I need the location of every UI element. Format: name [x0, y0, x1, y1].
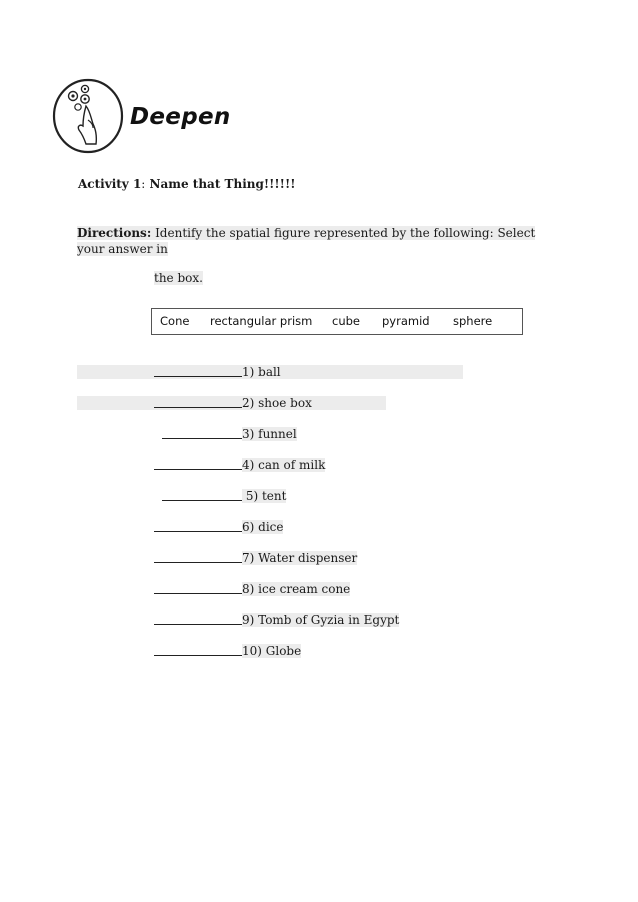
- list-item: 7) Water dispenser: [154, 550, 357, 566]
- answer-blank[interactable]: [162, 488, 242, 501]
- list-item: 3) funnel: [162, 426, 297, 442]
- answer-blank[interactable]: [154, 395, 242, 408]
- activity-title: Name that Thing!!!!!!: [145, 177, 296, 191]
- activity-colon: :: [141, 177, 146, 191]
- answer-blank[interactable]: [162, 426, 242, 439]
- directions-continuation: the box.: [154, 271, 203, 285]
- list-item: 6) dice: [154, 519, 283, 535]
- answer-blank[interactable]: [154, 643, 242, 656]
- answer-blank[interactable]: [154, 519, 242, 532]
- activity-label: Activity 1: [78, 177, 142, 191]
- choices-box: [151, 308, 523, 335]
- answer-blank[interactable]: [154, 581, 242, 594]
- answer-blank[interactable]: [154, 364, 242, 377]
- list-item: 1) ball: [154, 364, 281, 380]
- directions-label: Directions:: [77, 226, 152, 240]
- answer-blank[interactable]: [154, 612, 242, 625]
- list-item: 5) tent: [162, 488, 286, 504]
- activity-heading: [78, 177, 295, 191]
- answer-blank[interactable]: [154, 550, 242, 563]
- answer-blank[interactable]: [154, 457, 242, 470]
- list-item: 8) ice cream cone: [154, 581, 350, 597]
- choice-cone: Cone: [160, 314, 190, 328]
- choice-pyramid: pyramid: [382, 314, 430, 328]
- directions-text: Identify the spatial figure represented by the following: Select your answer in: [77, 226, 536, 256]
- list-item: 4) can of milk: [154, 457, 325, 473]
- choice-cube: cube: [332, 314, 360, 328]
- directions: [77, 225, 537, 257]
- list-item: 9) Tomb of Gyzia in Egypt: [154, 612, 399, 628]
- list-item: 10) Globe: [154, 643, 301, 659]
- section-logo-icon: [52, 78, 124, 154]
- choice-rectangular-prism: rectangular prism: [210, 314, 313, 328]
- choice-sphere: sphere: [453, 314, 493, 328]
- section-title: Deepen: [130, 104, 231, 130]
- list-item: 2) shoe box: [154, 395, 312, 411]
